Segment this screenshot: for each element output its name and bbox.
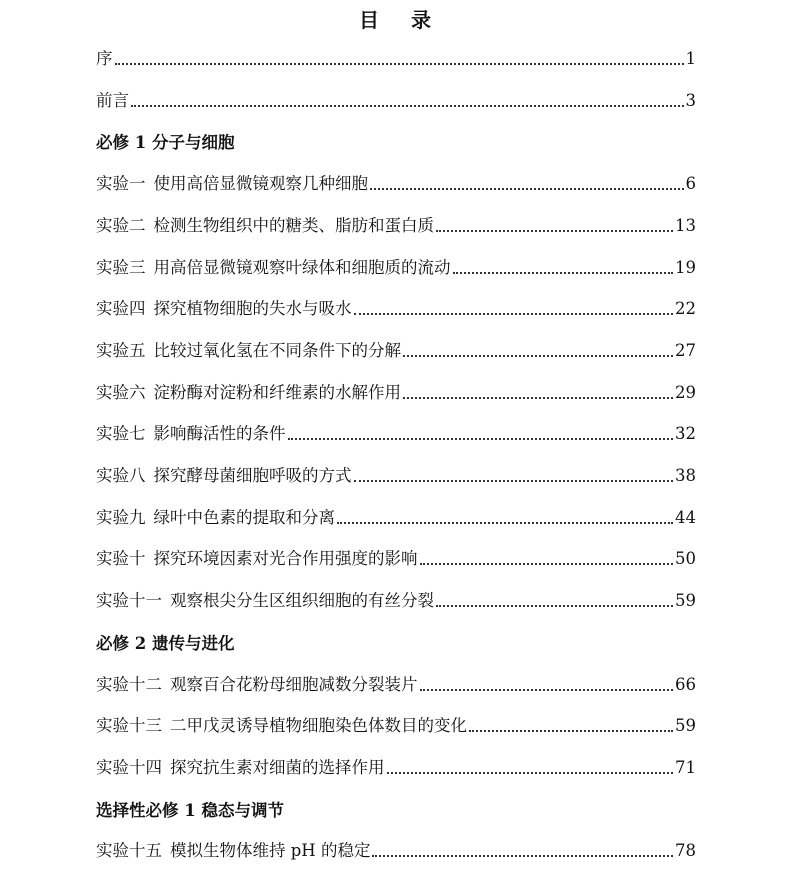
toc-entry-page: 22	[675, 299, 696, 318]
toc-entry-number: 实验八	[96, 466, 146, 485]
toc-entry-label: 淀粉酶对淀粉和纤维素的水解作用	[153, 383, 401, 402]
toc-entry[interactable]	[96, 544, 696, 570]
dot-leader	[337, 522, 673, 524]
toc-entry[interactable]	[96, 294, 696, 320]
dot-leader	[436, 230, 673, 232]
dot-leader	[469, 730, 673, 732]
dot-leader	[436, 605, 673, 607]
toc-entry-page: 38	[675, 466, 696, 485]
toc-entry[interactable]	[96, 378, 696, 404]
toc-entry-title	[96, 423, 286, 445]
toc-entry-label: 使用高倍显微镜观察几种细胞	[153, 174, 368, 193]
toc-entry-title	[96, 382, 401, 404]
toc-entry-page: 32	[675, 424, 696, 443]
toc-entry-label: 前言	[96, 91, 129, 110]
toc-entry[interactable]	[96, 253, 696, 279]
section-heading: 必修 2 遗传与进化	[96, 634, 235, 653]
dot-leader	[354, 480, 674, 482]
toc-entry[interactable]	[96, 211, 696, 237]
dot-leader	[387, 772, 674, 774]
toc-entry-number: 实验十五	[96, 841, 162, 860]
toc-entry[interactable]	[96, 336, 696, 362]
toc-entry-label: 影响酶活性的条件	[153, 424, 286, 443]
toc-entry-number: 实验十	[96, 549, 146, 568]
toc-entry-title	[96, 715, 467, 737]
toc-entry-page: 29	[675, 383, 696, 402]
toc-entry-page: 66	[675, 675, 696, 694]
toc-entry-label: 探究环境因素对光合作用强度的影响	[153, 549, 418, 568]
toc-entry-label: 探究酵母菌细胞呼吸的方式	[153, 466, 352, 485]
toc-entry[interactable]	[96, 86, 696, 112]
toc-entry-number: 实验一	[96, 174, 146, 193]
toc-entry-title	[96, 757, 385, 779]
page-title	[0, 4, 792, 33]
dot-leader	[420, 563, 674, 565]
toc-entry-number: 实验十四	[96, 758, 162, 777]
toc-entry-label: 序	[96, 49, 113, 68]
toc-entry-page: 27	[675, 341, 696, 360]
toc-entry-label: 用高倍显微镜观察叶绿体和细胞质的流动	[153, 258, 451, 277]
toc-entry-page: 6	[685, 174, 696, 193]
toc-entry[interactable]	[96, 461, 696, 487]
toc-entry-title	[96, 840, 370, 862]
toc-entry-label: 模拟生物体维持 pH 的稳定	[170, 841, 371, 860]
toc-entry[interactable]	[96, 836, 696, 862]
toc-entry-title	[96, 48, 113, 70]
toc-entry-label: 观察根尖分生区组织细胞的有丝分裂	[170, 591, 434, 610]
toc-entry-page: 1	[685, 49, 696, 68]
toc-entry-page: 13	[675, 216, 696, 235]
toc-entry-page: 19	[675, 258, 696, 277]
toc-entry-number: 实验十一	[96, 591, 162, 610]
toc-entry[interactable]	[96, 670, 696, 696]
toc-entry-number: 实验七	[96, 424, 146, 443]
toc-entry[interactable]	[96, 753, 696, 779]
toc-entry-title	[96, 215, 434, 237]
toc-entry-title	[96, 298, 352, 320]
dot-leader	[131, 105, 684, 107]
toc-entry-title	[96, 90, 129, 112]
dot-leader	[372, 855, 673, 857]
toc-entry-page: 71	[675, 758, 696, 777]
toc-entry-number: 实验四	[96, 299, 146, 318]
section-heading: 选择性必修 1 稳态与调节	[96, 801, 284, 820]
toc-entry-title	[96, 674, 418, 696]
toc-entry-number: 实验十三	[96, 716, 162, 735]
toc-entry-page: 78	[675, 841, 696, 860]
dot-leader	[354, 313, 674, 315]
toc-entry-label: 绿叶中色素的提取和分离	[153, 508, 335, 527]
toc-entry-title	[96, 340, 401, 362]
toc-entry-number: 实验十二	[96, 675, 162, 694]
toc-entry-number: 实验三	[96, 258, 146, 277]
toc-entry-title	[96, 173, 368, 195]
toc-entry-page: 59	[675, 591, 696, 610]
toc-entry-number: 实验二	[96, 216, 146, 235]
dot-leader	[115, 63, 684, 65]
toc-entry[interactable]	[96, 169, 696, 195]
toc-entry[interactable]	[96, 503, 696, 529]
toc-entry-number: 实验六	[96, 383, 146, 402]
toc-entry-title	[96, 507, 335, 529]
dot-leader	[370, 188, 684, 190]
toc-entry-title	[96, 590, 434, 612]
toc-entry-label: 观察百合花粉母细胞减数分裂装片	[170, 675, 418, 694]
toc-entry-label: 二甲戊灵诱导植物细胞染色体数目的变化	[170, 716, 467, 735]
toc-entry-title	[96, 465, 352, 487]
dot-leader	[403, 397, 673, 399]
toc-entry-label: 比较过氧化氢在不同条件下的分解	[153, 341, 401, 360]
toc-entry[interactable]	[96, 586, 696, 612]
dot-leader	[420, 689, 674, 691]
toc-entry-number: 实验九	[96, 508, 146, 527]
toc-entry-title	[96, 257, 451, 279]
toc-entry-page: 50	[675, 549, 696, 568]
toc-entry-label: 探究抗生素对细菌的选择作用	[170, 758, 385, 777]
toc-entry-page: 3	[685, 91, 696, 110]
toc-entry-page: 59	[675, 716, 696, 735]
toc-entry-page: 44	[675, 508, 696, 527]
toc-entry[interactable]	[96, 419, 696, 445]
section-heading: 必修 1 分子与细胞	[96, 133, 235, 152]
toc-entry[interactable]	[96, 44, 696, 70]
toc-entry[interactable]	[96, 711, 696, 737]
title-right: 录	[411, 8, 433, 32]
toc-entry-label: 探究植物细胞的失水与吸水	[153, 299, 352, 318]
dot-leader	[288, 438, 674, 440]
toc-entry-number: 实验五	[96, 341, 146, 360]
toc-entry-label: 检测生物组织中的糖类、脂肪和蛋白质	[153, 216, 434, 235]
dot-leader	[453, 272, 674, 274]
toc-entry-title	[96, 548, 418, 570]
dot-leader	[403, 355, 673, 357]
title-left: 目	[359, 8, 381, 32]
